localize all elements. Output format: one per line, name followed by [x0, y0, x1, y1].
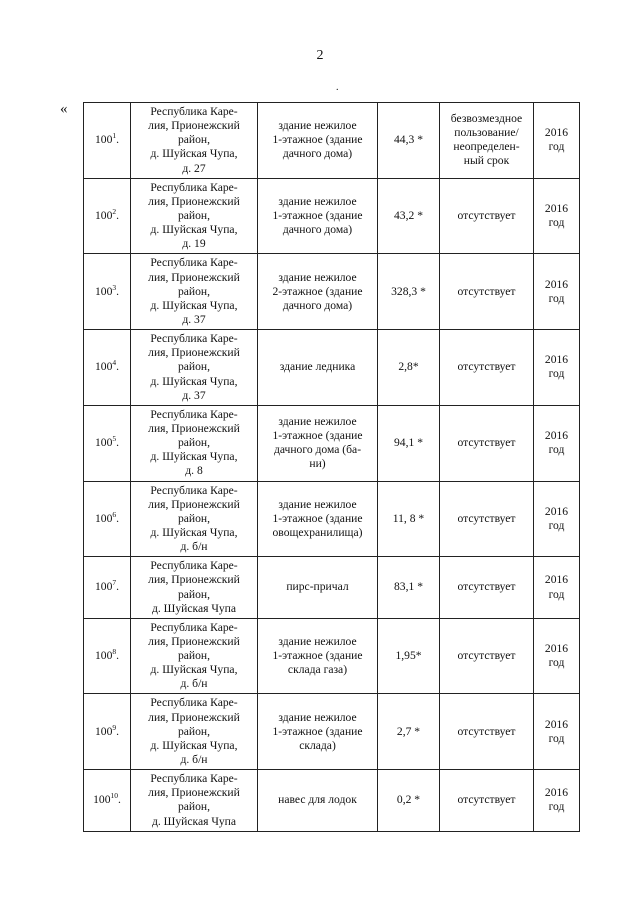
object-cell: здание нежилое 1-этажное (здание дачного дома (ба- ни) — [258, 405, 378, 481]
row-number-period: . — [116, 133, 120, 147]
area-cell: 2,7 * — [378, 694, 440, 770]
row-number-superscript: 6 — [112, 509, 117, 519]
right-cell: безвозмездное пользование/ неопределен- ный срок — [440, 103, 534, 179]
object-cell: здание ледника — [258, 330, 378, 406]
year-cell: 2016 год — [534, 103, 580, 179]
year-cell: 2016 год — [534, 770, 580, 832]
object-cell: здание нежилое 1-этажное (здание склада газа) — [258, 618, 378, 694]
year-cell: 2016 год — [534, 557, 580, 619]
right-cell: отсутствует — [440, 618, 534, 694]
row-number-period: . — [116, 360, 120, 374]
row-number-cell — [84, 405, 131, 481]
year-cell: 2016 год — [534, 330, 580, 406]
row-number-superscript: 3 — [112, 282, 117, 292]
object-cell: здание нежилое 1-этажное (здание склада) — [258, 694, 378, 770]
row-number-cell — [84, 254, 131, 330]
property-table — [83, 102, 580, 832]
right-cell: отсутствует — [440, 557, 534, 619]
row-number-cell — [84, 618, 131, 694]
address-cell: Республика Каре- лия, Прионежский район, д. Шуйская Чупа, д. 8 — [131, 405, 258, 481]
row-number: 100 — [94, 724, 113, 738]
address-cell: Республика Каре- лия, Прионежский район, д. Шуйская Чупа, д. 27 — [131, 103, 258, 179]
year-cell: 2016 год — [534, 481, 580, 557]
area-cell: 11, 8 * — [378, 481, 440, 557]
table-row — [84, 103, 580, 179]
area-cell: 44,3 * — [378, 103, 440, 179]
year-cell: 2016 год — [534, 694, 580, 770]
object-cell: здание нежилое 2-этажное (здание дачного дома) — [258, 254, 378, 330]
row-number-superscript: 9 — [112, 722, 117, 732]
table-row — [84, 254, 580, 330]
table-row — [84, 178, 580, 254]
table-row — [84, 618, 580, 694]
row-number-period: . — [116, 284, 120, 298]
row-number-superscript: 7 — [112, 578, 117, 588]
row-number-period: . — [117, 793, 121, 807]
row-number-superscript: 8 — [112, 647, 117, 657]
row-number-period: . — [116, 436, 120, 450]
table-row — [84, 330, 580, 406]
year-cell: 2016 год — [534, 405, 580, 481]
table-row — [84, 481, 580, 557]
address-cell: Республика Каре- лия, Прионежский район, д. Шуйская Чупа, д. б/н — [131, 694, 258, 770]
address-cell: Республика Каре- лия, Прионежский район, д. Шуйская Чупа, д. 37 — [131, 330, 258, 406]
object-cell: здание нежилое 1-этажное (здание дачного дома) — [258, 178, 378, 254]
page-number: 2 — [316, 48, 324, 63]
right-cell: отсутствует — [440, 405, 534, 481]
object-cell: здание нежилое 1-этажное (здание дачного дома) — [258, 103, 378, 179]
row-number-cell — [84, 103, 131, 179]
row-number-cell — [84, 770, 131, 832]
area-cell: 1,95* — [378, 618, 440, 694]
row-number: 100 — [94, 133, 113, 147]
row-number-period: . — [116, 649, 120, 663]
row-number: 100 — [94, 649, 113, 663]
row-number-superscript: 5 — [112, 434, 117, 444]
area-cell: 43,2 * — [378, 178, 440, 254]
row-number: 100 — [94, 436, 113, 450]
right-cell: отсутствует — [440, 694, 534, 770]
row-number-period: . — [116, 511, 120, 525]
address-cell: Республика Каре- лия, Прионежский район, д. Шуйская Чупа — [131, 770, 258, 832]
address-cell: Республика Каре- лия, Прионежский район, д. Шуйская Чупа, д. б/н — [131, 618, 258, 694]
row-number-cell — [84, 557, 131, 619]
address-cell: Республика Каре- лия, Прионежский район, д. Шуйская Чупа — [131, 557, 258, 619]
right-cell: отсутствует — [440, 254, 534, 330]
right-cell: отсутствует — [440, 481, 534, 557]
area-cell: 94,1 * — [378, 405, 440, 481]
object-cell: пирс-причал — [258, 557, 378, 619]
row-number-superscript: 4 — [112, 358, 117, 368]
area-cell: 2,8* — [378, 330, 440, 406]
right-cell: отсутствует — [440, 178, 534, 254]
table-row — [84, 557, 580, 619]
row-number-period: . — [116, 208, 120, 222]
year-cell: 2016 год — [534, 178, 580, 254]
area-cell: 83,1 * — [378, 557, 440, 619]
year-cell: 2016 год — [534, 254, 580, 330]
row-number-superscript: 1 — [112, 131, 117, 141]
row-number: 100 — [94, 284, 113, 298]
row-number-cell — [84, 178, 131, 254]
row-number-cell — [84, 481, 131, 557]
stray-dot: . — [336, 82, 339, 93]
row-number: 100 — [94, 208, 113, 222]
object-cell: навес для лодок — [258, 770, 378, 832]
table-row — [84, 694, 580, 770]
row-number: 100 — [94, 511, 113, 525]
area-cell: 328,3 * — [378, 254, 440, 330]
row-number-superscript: 10 — [110, 791, 118, 801]
object-cell: здание нежилое 1-этажное (здание овощехранилища) — [258, 481, 378, 557]
row-number: 100 — [93, 793, 111, 807]
row-number-period: . — [116, 580, 120, 594]
table-row — [84, 770, 580, 832]
address-cell: Республика Каре- лия, Прионежский район, д. Шуйская Чупа, д. 19 — [131, 178, 258, 254]
right-cell: отсутствует — [440, 330, 534, 406]
right-cell: отсутствует — [440, 770, 534, 832]
row-number: 100 — [94, 360, 113, 374]
table-row — [84, 405, 580, 481]
row-number-superscript: 2 — [112, 207, 117, 217]
row-number-cell — [84, 330, 131, 406]
row-number: 100 — [94, 580, 113, 594]
row-number-cell — [84, 694, 131, 770]
address-cell: Республика Каре- лия, Прионежский район, д. Шуйская Чупа, д. б/н — [131, 481, 258, 557]
area-cell: 0,2 * — [378, 770, 440, 832]
year-cell: 2016 год — [534, 618, 580, 694]
opening-quote: « — [60, 101, 68, 117]
row-number-period: . — [116, 724, 120, 738]
address-cell: Республика Каре- лия, Прионежский район, д. Шуйская Чупа, д. 37 — [131, 254, 258, 330]
